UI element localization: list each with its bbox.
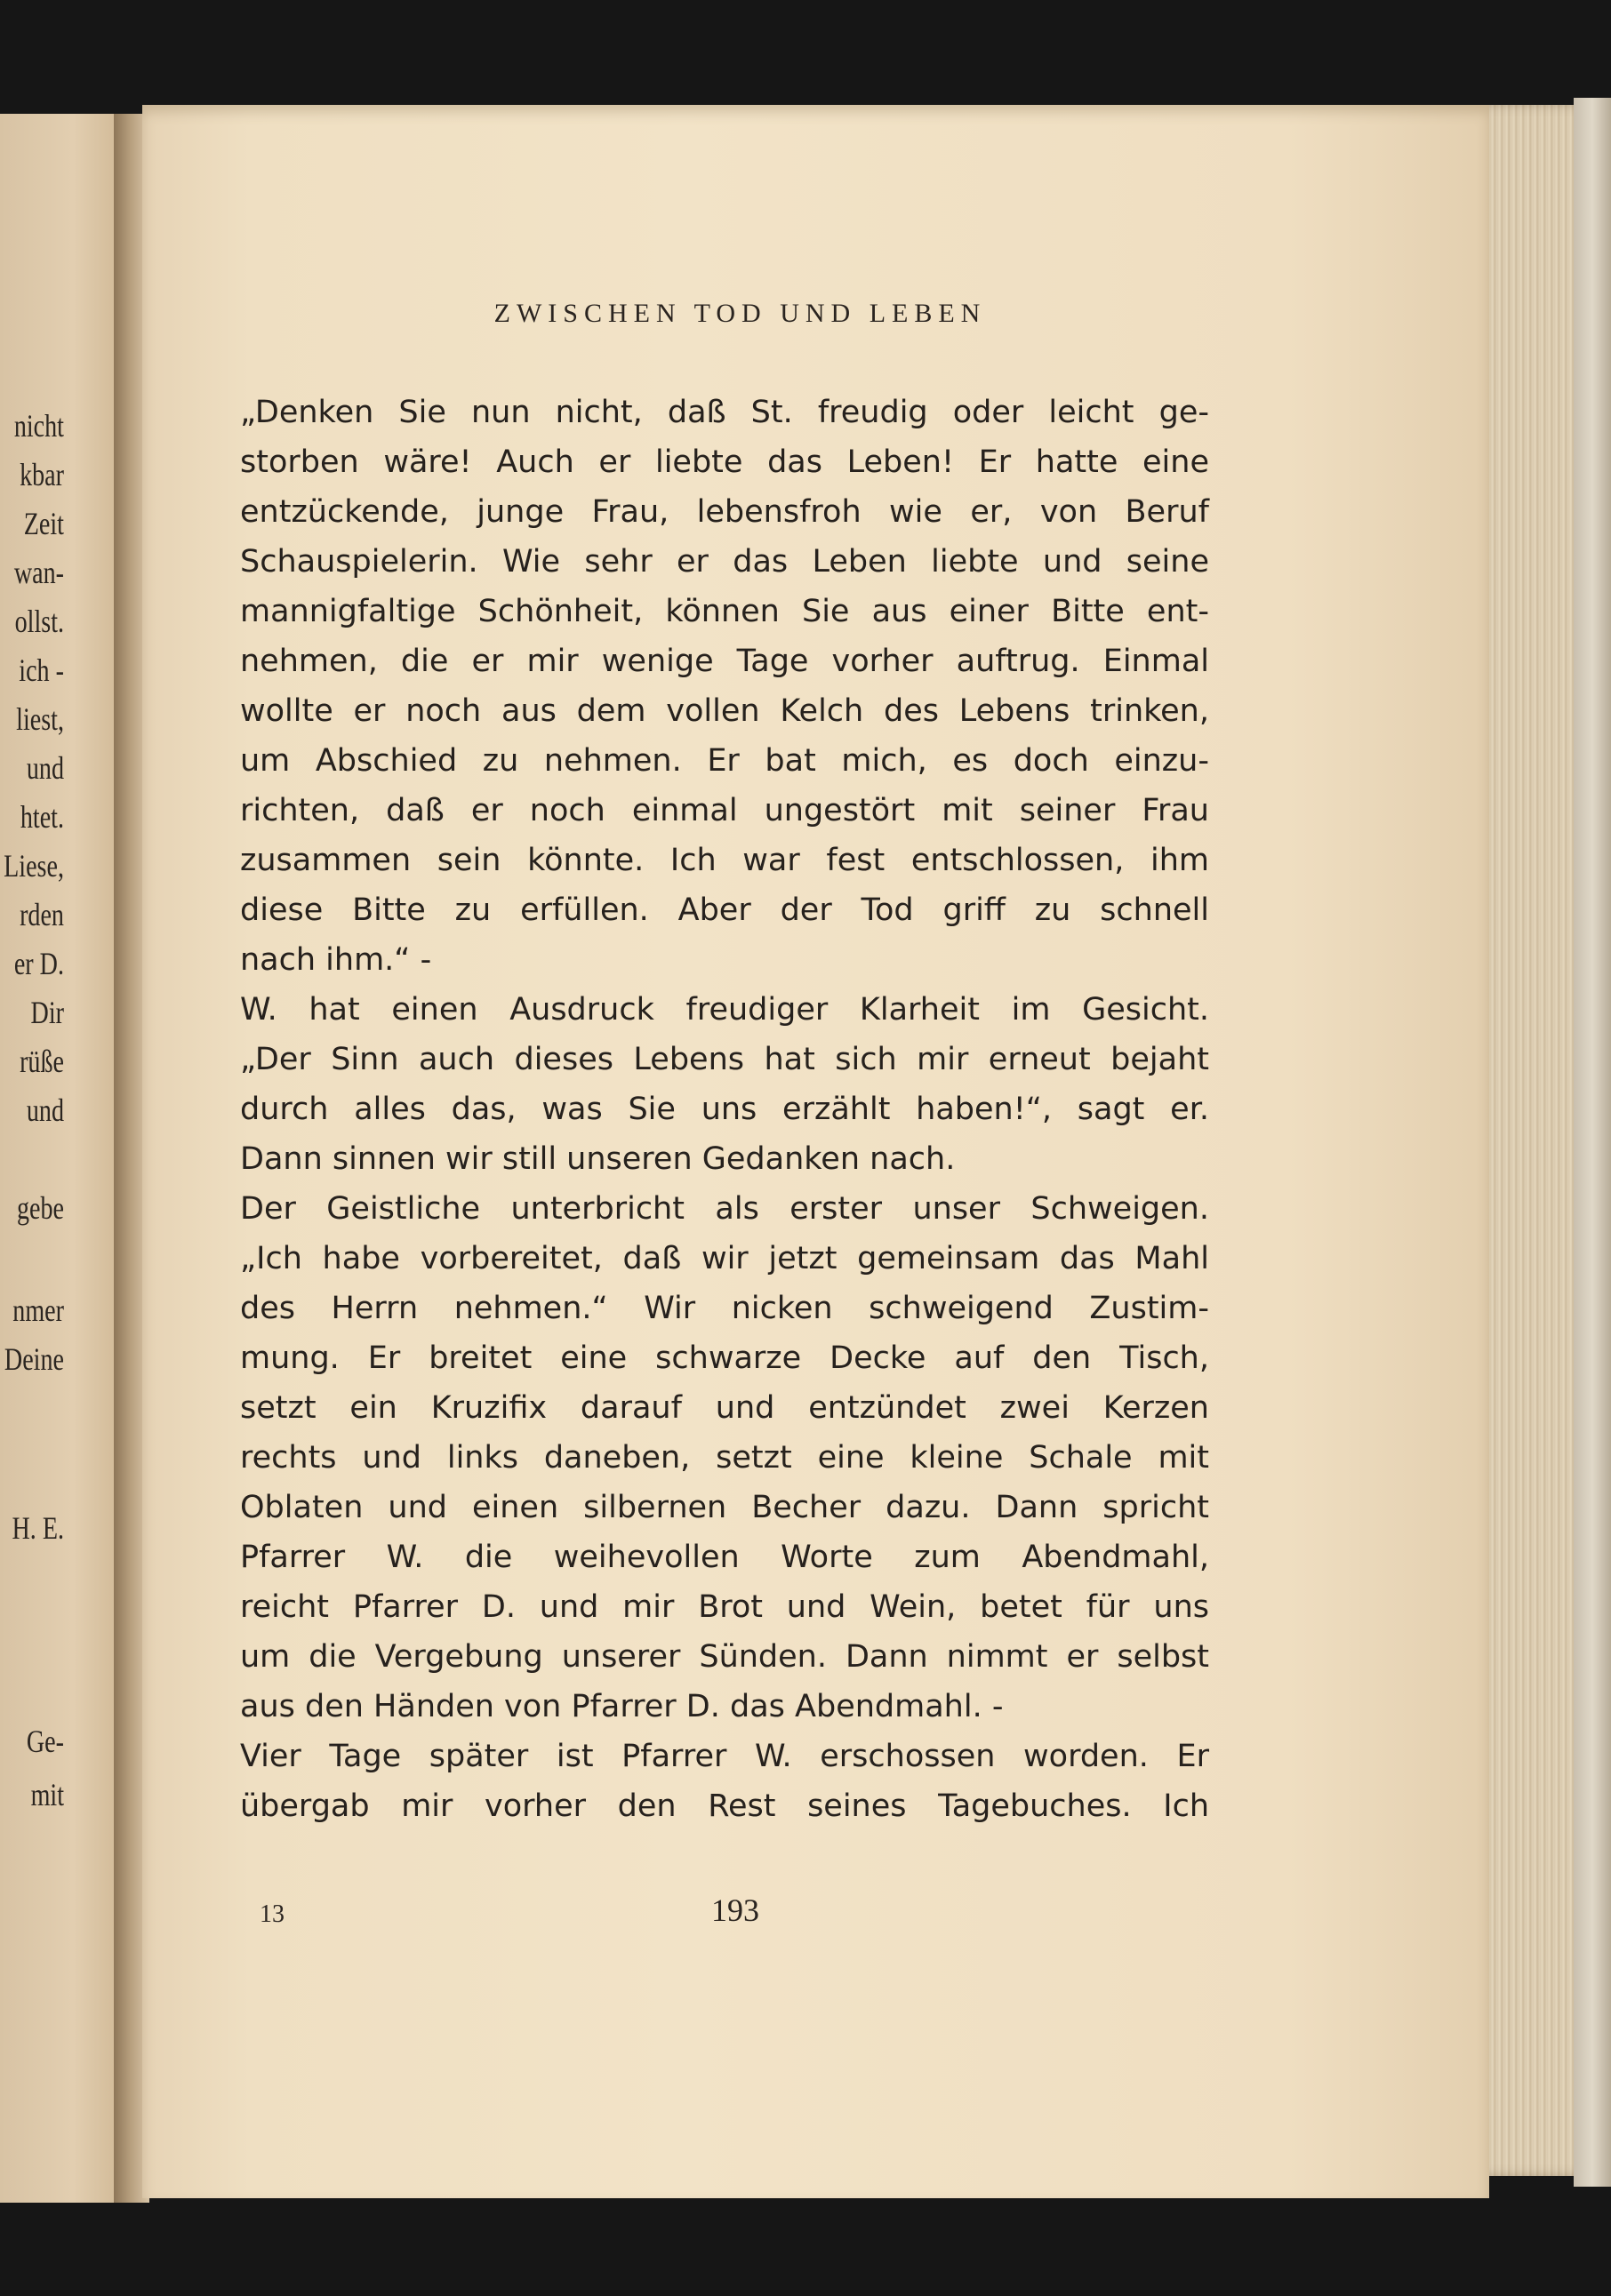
page-number: 193 [711,1892,759,1928]
left-fragment: Dir [30,995,64,1030]
left-fragment: Zeit [23,506,64,541]
left-fragment: Deine [4,1341,64,1377]
text-line: nach ihm.“ - [240,942,432,978]
text-line: nehmen, die er mir wenige Tage vorher auftrug. Einmal [240,644,1209,679]
text-line: W. hat einen Ausdruck freudiger Klarheit im Gesicht. [240,992,1209,1028]
text-line: wollte er noch aus dem vollen Kelch des Lebens trinken, [240,693,1209,729]
left-fragment: htet. [20,799,64,835]
text-line: Dann sinnen wir still unseren Gedanken nach. [240,1141,956,1177]
text-line: Schauspielerin. Wie sehr er das Leben liebte und seine [240,544,1209,580]
text-line: reicht Pfarrer D. und mir Brot und Wein, betet für uns [240,1589,1209,1625]
left-fragment: ich - [19,652,64,688]
left-fragment: nicht [13,408,64,444]
text-line: rechts und links daneben, setzt eine kleine Schale mit [240,1440,1209,1476]
text-line: des Herrn nehmen.“ Wir nicken schweigend Zustim- [240,1291,1209,1326]
text-line: um die Vergebung unserer Sünden. Dann nimmt er selbst [240,1639,1209,1675]
body-text [240,388,1209,1831]
left-fragment: Liese, [4,848,64,884]
text-line: um Abschied zu nehmen. Er bat mich, es doch einzu- [240,743,1209,779]
left-fragment: rüße [20,1044,64,1079]
left-fragment: kbar [20,457,64,492]
text-line: entzückende, junge Frau, lebensfroh wie er, von Beruf [240,494,1209,530]
text-line: „Ich habe vorbereitet, daß wir jetzt gemeinsam das Mahl [240,1241,1209,1276]
text-line: mung. Er breitet eine schwarze Decke auf den Tisch, [240,1340,1209,1376]
right-page [142,105,1489,2198]
text-line: richten, daß er noch einmal ungestört mit seiner Frau [240,793,1209,828]
text-line: diese Bitte zu erfüllen. Aber der Tod griff zu schnell [240,892,1209,928]
left-fragment: liest, [16,701,64,737]
left-fragment: nmer [12,1292,64,1328]
text-line: Pfarrer W. die weihevollen Worte zum Abendmahl, [240,1540,1209,1575]
cover-edge [1574,98,1611,2187]
text-line: Vier Tage später ist Pfarrer W. erschossen worden. Er [240,1739,1209,1774]
left-fragment: Ge- [26,1724,64,1759]
text-line: Oblaten und einen silbernen Becher dazu. Dann spricht [240,1490,1209,1525]
left-fragment: rden [20,897,64,932]
text-line: übergab mir vorher den Rest seines Tagebuches. Ich [240,1788,1209,1824]
left-fragment: gebe [16,1190,64,1226]
left-fragment: er D. [13,946,64,981]
text-line: Der Geistliche unterbricht als erster unser Schweigen. [240,1191,1209,1227]
text-line: mannigfaltige Schönheit, können Sie aus einer Bitte ent- [240,594,1209,629]
text-line: „Der Sinn auch dieses Lebens hat sich mir erneut bejaht [240,1042,1209,1077]
left-fragment: mit [30,1777,64,1812]
text-line: „Denken Sie nun nicht, daß St. freudig oder leicht ge- [240,395,1209,430]
text-line: storben wäre! Auch er liebte das Leben! Er hatte eine [240,444,1209,480]
text-line: durch alles das, was Sie uns erzählt haben!“, sagt er. [240,1092,1209,1127]
text-line: aus den Händen von Pfarrer D. das Abendmahl. - [240,1689,1004,1724]
left-fragment: H. E. [12,1510,64,1546]
left-fragment: und [26,1092,64,1128]
signature-mark: 13 [260,1900,285,1928]
left-fragment: wan- [13,555,64,590]
text-line: zusammen sein könnte. Ich war fest entschlossen, ihm [240,843,1209,878]
left-fragment: und [26,750,64,786]
running-head: ZWISCHEN TOD UND LEBEN [493,299,987,328]
text-line: setzt ein Kruzifix darauf und entzündet zwei Kerzen [240,1390,1209,1426]
left-fragment: ollst. [14,604,64,639]
